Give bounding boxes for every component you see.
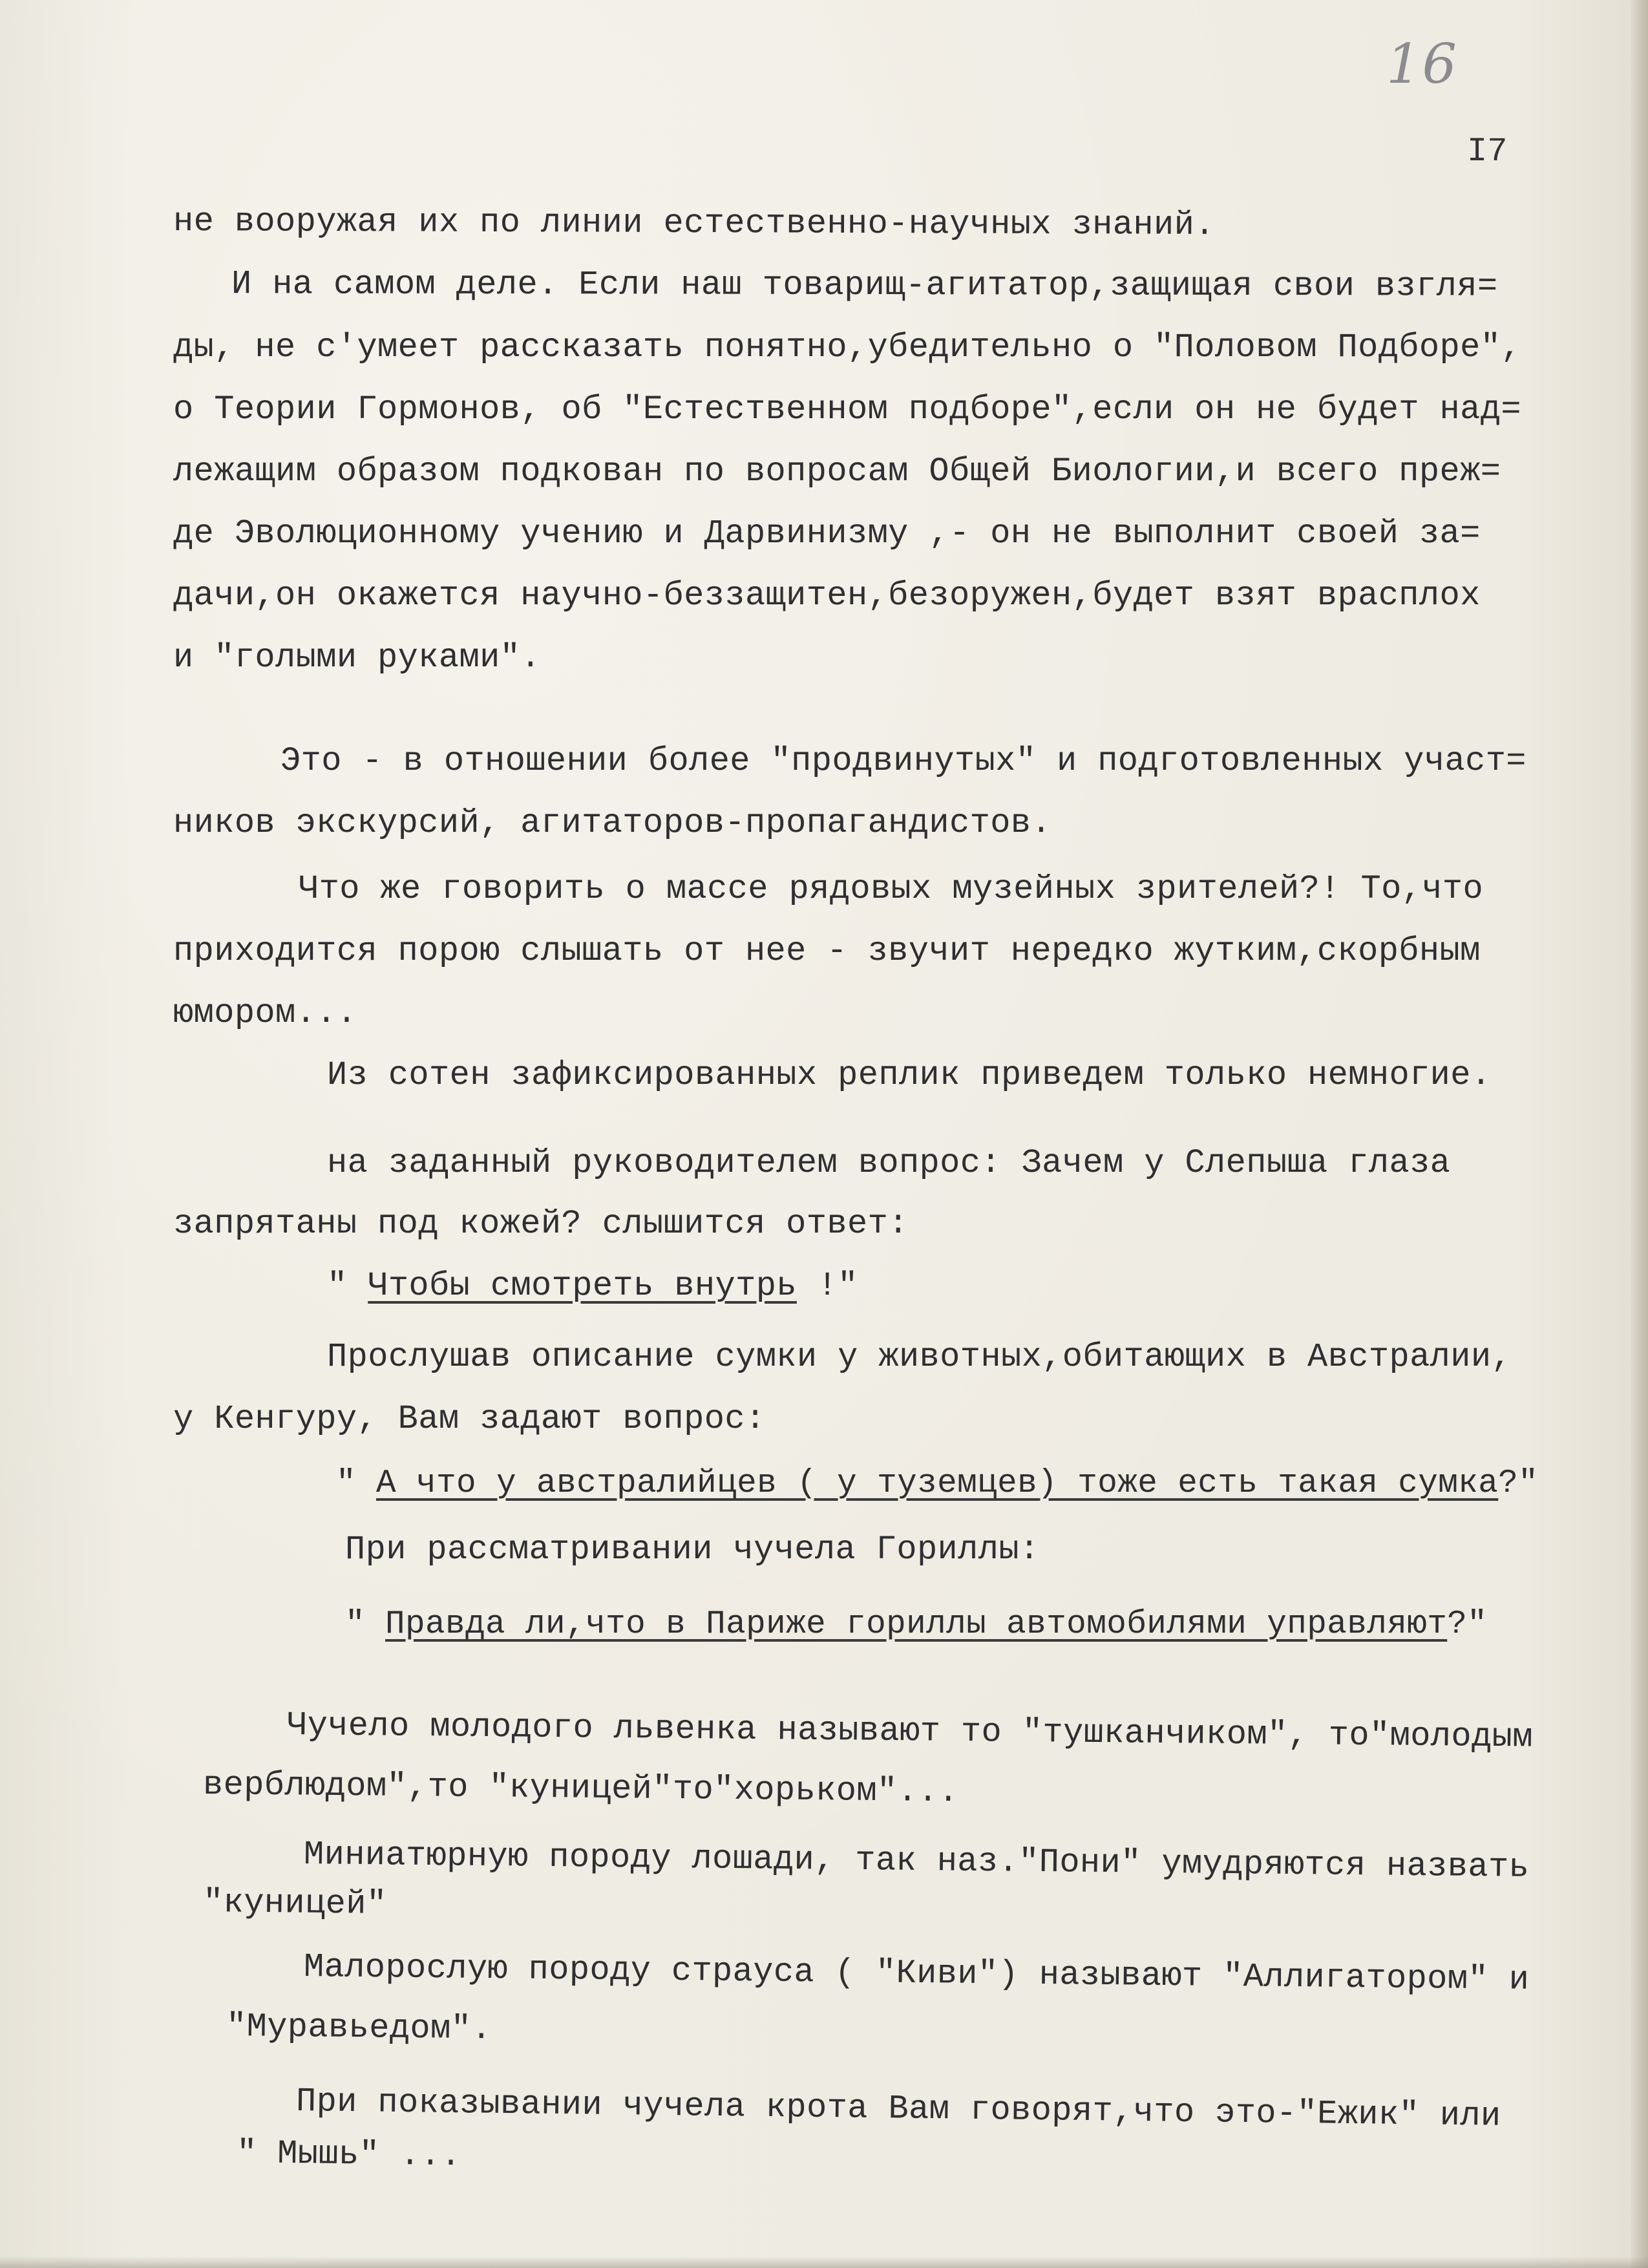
quote-line: [327, 1267, 858, 1306]
text-line: на заданный руководителем вопрос: Зачем у Слепыша глаза: [327, 1144, 1451, 1182]
text-line: у Кенгуру, Вам задают вопрос:: [173, 1400, 766, 1438]
text-line: приходится порою слышать от нее - звучит нередко жутким,скорбным: [173, 932, 1481, 970]
quote-open: ": [327, 1267, 368, 1305]
quote-open: ": [345, 1606, 386, 1643]
text-line: При рассматривании чучела Гориллы:: [345, 1531, 1040, 1569]
text-line: Миниатюрную породу лошади, так наз."Пони" умудряются назвать: [303, 1836, 1530, 1887]
handwritten-folio-number: 16: [1386, 32, 1458, 96]
quote-close: ?": [1447, 1606, 1488, 1643]
paper-edge-right: [1631, 0, 1648, 2268]
quote-close: !": [796, 1267, 858, 1305]
underlined-quote: Правда ли,что в Париже гориллы автомобилями управляют: [385, 1606, 1448, 1643]
text-line: запрятаны под кожей? слышится ответ:: [173, 1205, 909, 1243]
text-line: дачи,он окажется научно-беззащитен,безоружен,будет взят врасплох: [173, 577, 1481, 615]
text-line: "Муравьедом".: [226, 2008, 492, 2049]
text-line: де Эволюционному учению и Дарвинизму ,- он не выполнит своей за=: [173, 514, 1481, 553]
paper-edge-bottom: [0, 2256, 1648, 2268]
underlined-quote: А что у австралийцев ( у туземцев) тоже есть такая сумка: [376, 1465, 1499, 1502]
text-line: о Теории Гормонов, об "Естественном подборе",если он не будет над=: [173, 390, 1521, 429]
text-line: При показывании чучела крота Вам говорят,что это-"Ежик" или: [295, 2083, 1501, 2136]
quote-line: [345, 1606, 1487, 1644]
text-line: не вооружая их по линии естественно-научных знаний.: [173, 202, 1215, 244]
text-line: "куницей": [202, 1883, 387, 1924]
text-line: И на самом деле. Если наш товарищ-агитатор,защищая свои взгля=: [231, 265, 1498, 306]
quote-close: ?": [1498, 1465, 1539, 1502]
text-line: и "голыми руками".: [173, 639, 541, 677]
text-line: лежащим образом подкован по вопросам Общей Биологии,и всего преж=: [173, 452, 1501, 491]
underlined-quote: Чтобы смотреть внутрь: [368, 1267, 797, 1305]
text-line: Прослушав описание сумки у животных,обитающих в Австралии,: [327, 1338, 1512, 1376]
text-line: ников экскурсий, агитаторов-пропагандистов.: [173, 804, 1052, 842]
text-line: Малорослую породу страуса ( "Киви") называют "Аллигатором" и: [303, 1948, 1530, 1999]
text-line: ды, не с'умеет рассказать понятно,убедительно о "Половом Подборе",: [173, 328, 1521, 366]
text-line: Это - в отношении более "продвинутых" и подготовленных участ=: [280, 742, 1527, 780]
text-line: верблюдом",то "куницей"то"хорьком"...: [202, 1766, 959, 1812]
quote-line: [336, 1465, 1538, 1503]
quote-open: ": [336, 1465, 377, 1502]
text-line: юмором...: [173, 994, 357, 1032]
text-line: Чучело молодого львенка называют то "тушканчиком", то"молодым: [286, 1706, 1534, 1757]
page-number: I7: [1467, 132, 1508, 171]
text-line: Что же говорить о массе рядовых музейных зрителей?! То,что: [299, 870, 1484, 908]
text-line: Из сотен зафиксированных реплик приведем только немногие.: [327, 1056, 1492, 1094]
text-line: " Мышь" ...: [236, 2134, 461, 2176]
